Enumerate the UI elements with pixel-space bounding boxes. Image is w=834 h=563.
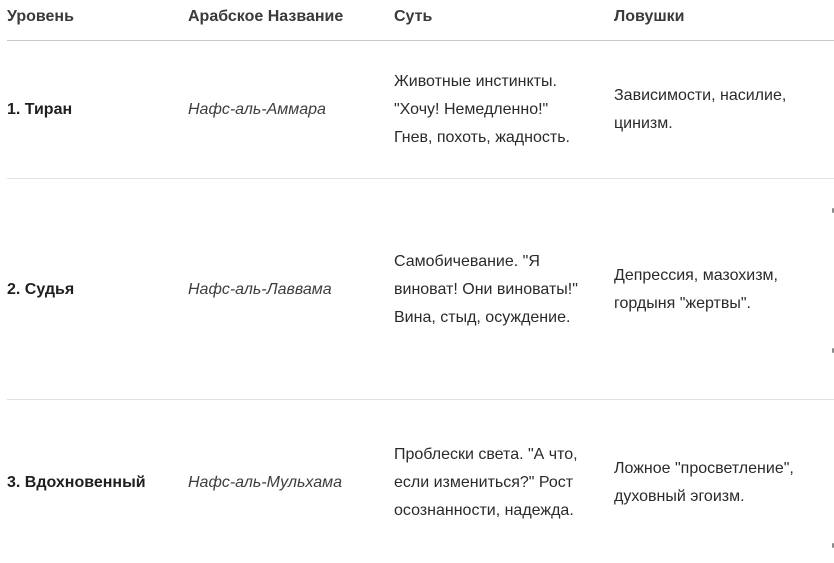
arabic-name-cell: Нафс-аль-Мульхама — [188, 474, 342, 491]
essence-line: осознанности, надежда. — [394, 502, 574, 519]
essence-line: "Хочу! Немедленно!" — [394, 101, 549, 118]
level-cell: 3. Вдохновенный — [7, 474, 146, 491]
traps-line: Зависимости, насилие, — [614, 87, 787, 104]
header-traps: Ловушки — [614, 8, 685, 25]
level-cell: 2. Судья — [7, 281, 75, 298]
table-row — [7, 179, 834, 400]
essence-line: если измениться?" Рост — [394, 474, 574, 491]
traps-cell — [614, 82, 786, 138]
traps-line: гордыня "жертвы". — [614, 295, 751, 312]
traps-cell — [614, 455, 794, 511]
traps-line: цинизм. — [614, 115, 673, 132]
essence-line: Животные инстинкты. — [394, 73, 557, 90]
traps-line: Депрессия, мазохизм, — [614, 267, 778, 284]
header-essence: Суть — [394, 8, 433, 25]
essence-line: Гнев, похоть, жадность. — [394, 129, 570, 146]
essence-line: Вина, стыд, осуждение. — [394, 309, 571, 326]
arabic-name-cell: Нафс-аль-Лаввама — [188, 281, 332, 298]
table-row — [7, 41, 834, 179]
essence-cell — [394, 68, 570, 152]
arabic-name-cell: Нафс-аль-Аммара — [188, 101, 326, 118]
traps-line: Ложное "просветление", — [614, 460, 794, 477]
essence-cell — [394, 441, 578, 525]
traps-line: духовный эгоизм. — [614, 488, 745, 505]
header-arabic-name: Арабское Название — [188, 8, 344, 25]
essence-line: Проблески света. "А что, — [394, 446, 578, 463]
essence-line: Самобичевание. "Я — [394, 253, 540, 270]
level-cell: 1. Тиран — [7, 101, 73, 118]
table-row — [7, 400, 834, 563]
essence-cell — [394, 248, 578, 332]
table-header-row — [7, 0, 834, 41]
header-level: Уровень — [7, 8, 74, 25]
traps-cell — [614, 262, 778, 318]
levels-table — [7, 0, 834, 563]
essence-line: виноват! Они виноваты!" — [394, 281, 578, 298]
